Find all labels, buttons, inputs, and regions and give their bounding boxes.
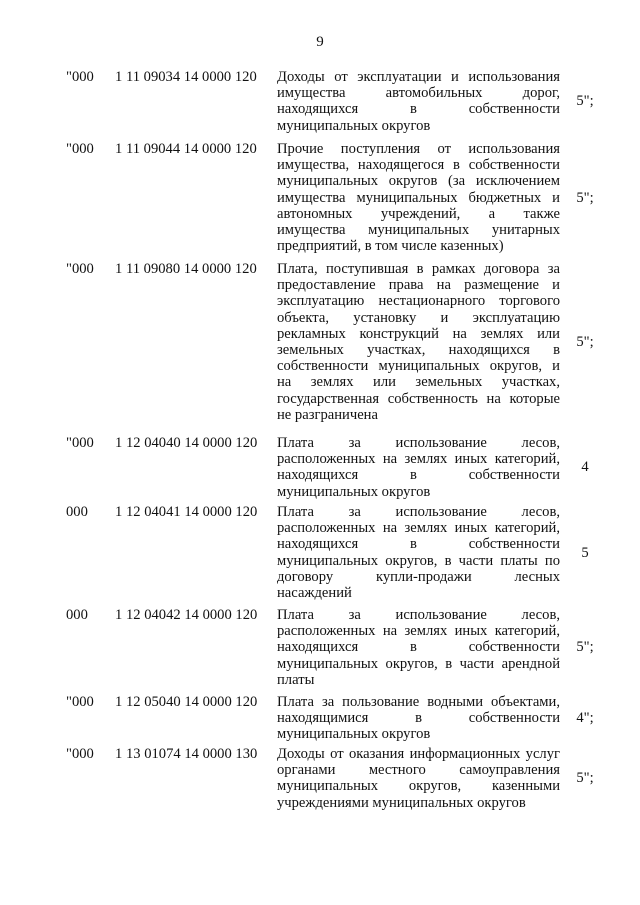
row-norm-value: 5"; xyxy=(576,93,594,110)
description-line: рекламных конструкций на землях или xyxy=(277,325,560,342)
row-description xyxy=(277,694,560,743)
description-line: насаждений xyxy=(277,584,352,601)
description-line: государственная собственность на которые xyxy=(277,390,560,407)
row-norm-value: 5"; xyxy=(576,770,594,787)
description-line: автономных учреждений, а также xyxy=(277,205,560,222)
row-norm-value: 5 xyxy=(581,544,589,561)
description-line: платы xyxy=(277,671,315,688)
description-line: Плата, поступившая в рамках договора за xyxy=(277,261,560,277)
row-admin-code: "000 xyxy=(66,435,94,451)
description-line: имущества автомобильных дорог, xyxy=(277,85,560,102)
row-budget-code: 1 12 04041 14 0000 120 xyxy=(115,504,258,520)
description-line: Доходы от эксплуатации и использования xyxy=(277,69,560,85)
description-line: учреждениями муниципальных округов xyxy=(277,794,526,811)
description-line: находящимися в собственности xyxy=(277,710,560,727)
row-budget-code: 1 12 04040 14 0000 120 xyxy=(115,435,258,451)
description-line: муниципальных округов, в части арендной xyxy=(277,655,560,672)
row-admin-code: 000 xyxy=(66,504,88,520)
row-description xyxy=(277,435,560,500)
row-norm-value: 5"; xyxy=(576,639,594,656)
description-line: предоставление права на размещение и xyxy=(277,277,560,294)
page-number: 9 xyxy=(316,34,324,50)
description-line: имущества муниципальных бюджетных и xyxy=(277,189,560,206)
row-description xyxy=(277,261,560,423)
description-line: на землях или земельных участках, xyxy=(277,374,560,391)
description-line: муниципальных округов, казенными xyxy=(277,778,560,795)
row-budget-code: 1 11 09044 14 0000 120 xyxy=(115,141,257,157)
row-norm-value: 5"; xyxy=(576,333,594,350)
description-line: муниципальных округов xyxy=(277,483,431,500)
description-line: земельных участках, находящихся в xyxy=(277,341,560,358)
row-admin-code: "000 xyxy=(66,141,94,157)
description-line: предприятий, в том числе казенных) xyxy=(277,238,504,255)
description-line: расположенных на землях иных категорий, xyxy=(277,451,560,468)
description-line: Плата за пользование водными объектами, xyxy=(277,694,560,710)
row-budget-code: 1 11 09080 14 0000 120 xyxy=(115,261,257,277)
description-line: Доходы от оказания информационных услуг xyxy=(277,746,560,762)
description-line: расположенных на землях иных категорий, xyxy=(277,623,560,640)
description-line: находящихся в собственности xyxy=(277,536,560,553)
row-description xyxy=(277,504,560,601)
row-description xyxy=(277,69,560,134)
row-admin-code: "000 xyxy=(66,746,94,762)
description-line: муниципальных округов xyxy=(277,726,431,743)
row-admin-code: "000 xyxy=(66,261,94,277)
description-line: договору купли-продажи лесных xyxy=(277,568,560,585)
description-line: собственности муниципальных округов, и xyxy=(277,358,560,375)
row-norm-value: 5"; xyxy=(576,189,594,206)
description-line: не разграничена xyxy=(277,406,378,423)
row-description xyxy=(277,141,560,254)
description-line: Прочие поступления от использования xyxy=(277,141,560,157)
row-norm-value: 4"; xyxy=(576,710,594,727)
description-line: органами местного самоуправления xyxy=(277,762,560,779)
row-norm-value: 4 xyxy=(581,459,589,476)
row-description xyxy=(277,607,560,688)
row-description xyxy=(277,746,560,811)
row-budget-code: 1 12 04042 14 0000 120 xyxy=(115,607,258,623)
description-line: имущества муниципальных унитарных xyxy=(277,221,560,238)
description-line: расположенных на землях иных категорий, xyxy=(277,520,560,537)
description-line: имущества, находящегося в собственности xyxy=(277,157,560,174)
row-budget-code: 1 13 01074 14 0000 130 xyxy=(115,746,258,762)
row-budget-code: 1 12 05040 14 0000 120 xyxy=(115,694,258,710)
description-line: Плата за использование лесов, xyxy=(277,435,560,451)
description-line: Плата за использование лесов, xyxy=(277,504,560,520)
description-line: муниципальных округов, в части платы по xyxy=(277,552,560,569)
description-line: муниципальных округов xyxy=(277,117,431,134)
description-line: муниципальных округов (за исключением xyxy=(277,173,560,190)
description-line: находящихся в собственности xyxy=(277,467,560,484)
description-line: находящихся в собственности xyxy=(277,639,560,656)
description-line: находящихся в собственности xyxy=(277,101,560,118)
row-admin-code: "000 xyxy=(66,69,94,85)
row-budget-code: 1 11 09034 14 0000 120 xyxy=(115,69,257,85)
description-line: эксплуатацию нестационарного торгового xyxy=(277,293,560,310)
row-admin-code: "000 xyxy=(66,694,94,710)
description-line: Плата за использование лесов, xyxy=(277,607,560,623)
row-admin-code: 000 xyxy=(66,607,88,623)
description-line: объекта, установку и эксплуатацию xyxy=(277,309,560,326)
